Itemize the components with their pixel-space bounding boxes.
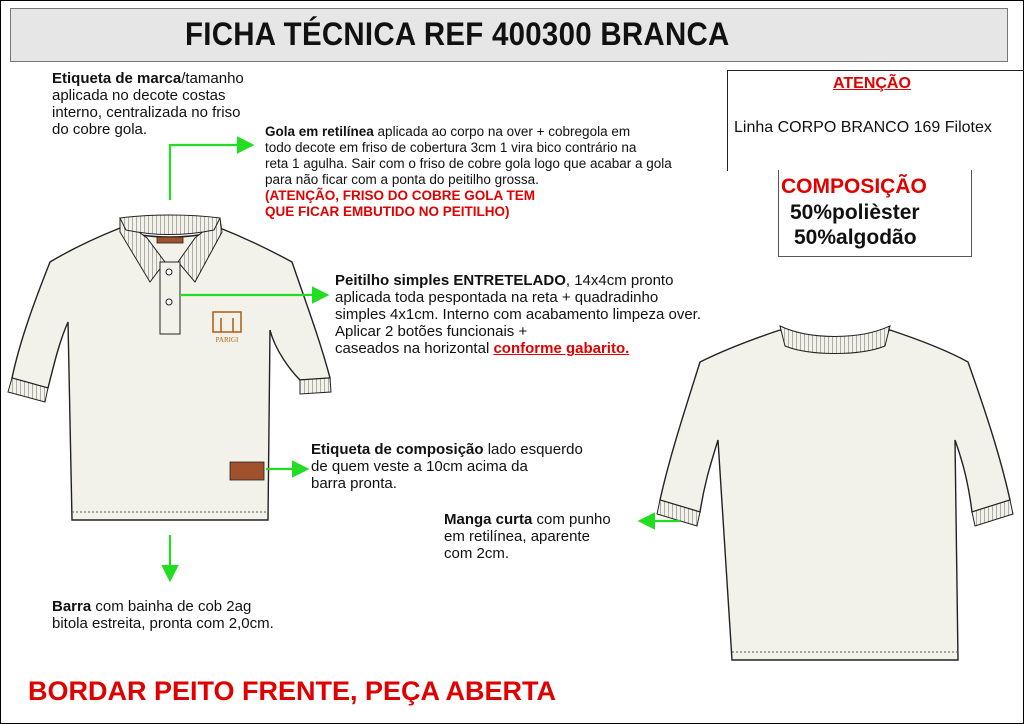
note-gola: Gola em retilínea aplicada ao corpo na over + cobregola em todo decote em friso de cobertura 3cm 1 vira bico contrário na reta 1 agulha. Sair com o friso de cobre gola logo que acabar a gola para não ficar com a ponta do peitilho grossa. (ATENÇÃO, FRISO DO COBRE GOLA TEM QUE FICAR EMBUTIDO NO PEITILHO) <box>265 124 672 219</box>
logo-text: PARIGI <box>215 336 239 344</box>
note-etiqueta-marca: Etiqueta de marca/tamanho aplicada no decote costas interno, centralizada no friso do cobre gola. <box>52 70 244 138</box>
note-peitilho: Peitilho simples ENTRETELADO, 14x4cm pronto aplicada toda pespontada na reta + quadradinho simples 4x1cm. Interno com acabamento limpeza over. Aplicar 2 botões funcionais + caseados na horizontal conforme gabarito. <box>335 272 701 357</box>
note-barra: Barra com bainha de cob 2ag bitola estreita, pronta com 2,0cm. <box>52 598 274 632</box>
composition-line-1: 50%polièster <box>790 201 920 224</box>
note-manga: Manga curta com punho em retilínea, aparente com 2cm. <box>444 511 611 562</box>
attention-title: ATENÇÃO <box>833 75 911 92</box>
bottom-note: BORDAR PEITO FRENTE, PEÇA ABERTA <box>28 676 557 706</box>
composition-line-2: 50%algodão <box>794 226 917 249</box>
back-shirt <box>657 326 1013 660</box>
page-title: FICHA TÉCNICA REF 400300 BRANCA <box>185 16 730 52</box>
attention-line: Linha CORPO BRANCO 169 Filotex <box>734 119 992 136</box>
note-etiqueta-composicao: Etiqueta de composição lado esquerdo de quem veste a 10cm acima da barra pronta. <box>311 441 583 492</box>
front-shirt <box>8 215 331 520</box>
composition-title: COMPOSIÇÃO <box>781 175 927 198</box>
